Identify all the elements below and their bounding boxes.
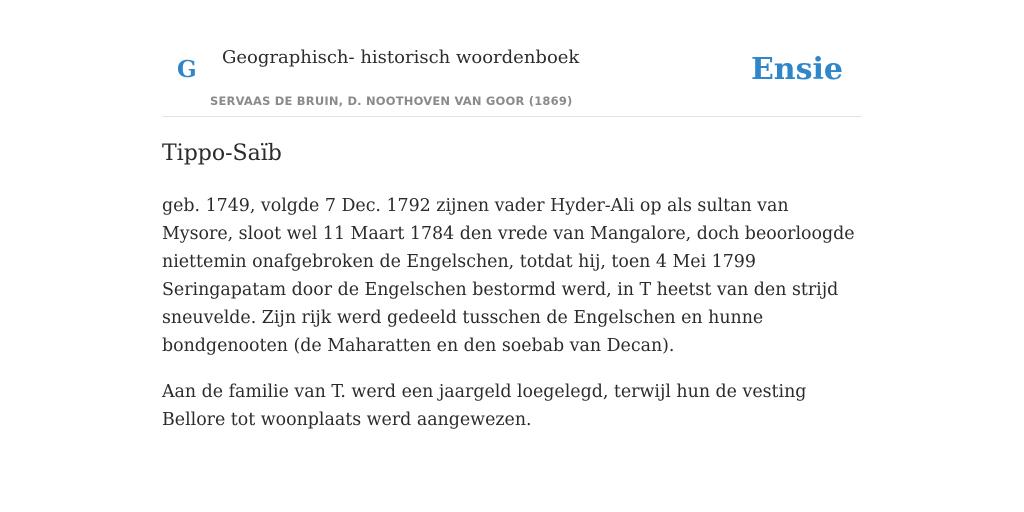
article-paragraph: Aan de familie van T. werd een jaargeld loegelegd, terwijl hun de vesting Bellore tot woonplaats werd aangewezen.	[162, 382, 807, 430]
ensie-logo[interactable]: Ensie	[750, 52, 843, 87]
book-header	[162, 0, 862, 117]
book-letter-logo[interactable]: G	[177, 56, 197, 83]
book-authors: SERVAAS DE BRUIN, D. NOOTHOVEN VAN GOOR (1869)	[210, 94, 573, 108]
article-paragraph: geb. 1749, volgde 7 Dec. 1792 zijnen vader Hyder-Ali op als sultan van Mysore, sloot wel 11 Maart 1784 den vrede van Mangalore, doch beoorloogde niettemin onafgebroken de Engelschen, totdat hij, toen 4 Mei 1799 Seringapatam door de Engelschen bestormd werd, in T heetst van den strijd sneuvelde. Zijn rijk werd gedeeld tusschen de Engelschen en hunne bondgenooten (de Maharatten en den soebab van Decan).	[162, 196, 855, 356]
entry-title: Tippo-Saïb	[162, 141, 282, 166]
article	[162, 138, 862, 434]
book-title-link[interactable]: Geographisch- historisch woordenboek	[222, 47, 580, 68]
